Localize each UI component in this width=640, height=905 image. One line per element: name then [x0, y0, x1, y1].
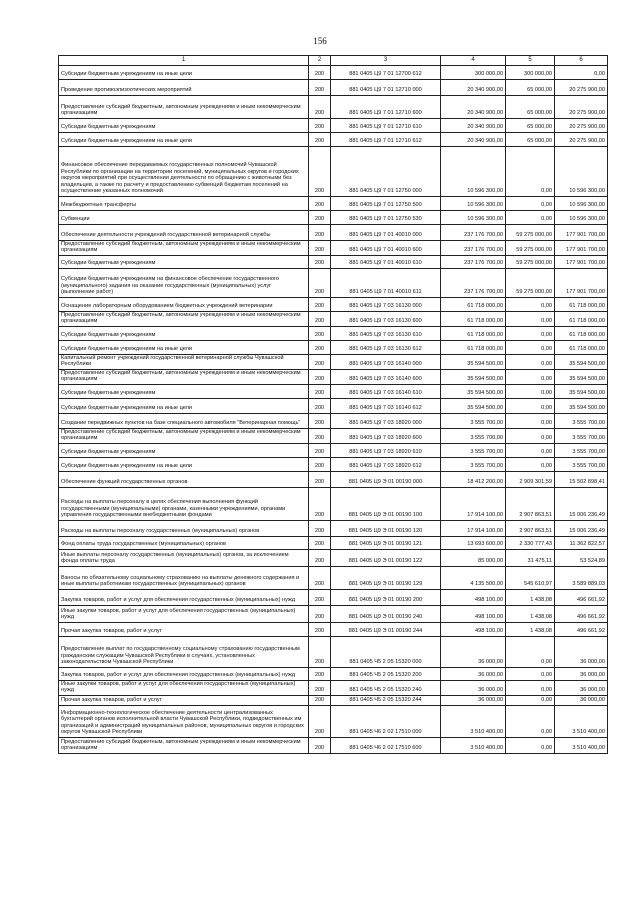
row-budget-code: 881 0405 Ц9 7 01 12750 000 — [331, 147, 441, 197]
row-budget-code: 881 0405 Ц9 7 03 16130 612 — [331, 341, 441, 355]
row-approved-amount: 17 914 100,00 — [441, 488, 506, 521]
row-executed-amount: 0,00 — [506, 197, 555, 211]
row-name: Субсидии бюджетным учреждениям — [59, 385, 309, 399]
row-executed-amount: 545 610,97 — [506, 567, 555, 590]
row-line-code: 200 — [309, 312, 331, 327]
row-line-code: 200 — [309, 623, 331, 637]
row-line-code: 200 — [309, 738, 331, 754]
table-row — [59, 119, 608, 133]
row-unexecuted-amount: 3 589 889,03 — [555, 567, 608, 590]
budget-execution-table — [58, 55, 608, 754]
table-row — [59, 414, 608, 429]
table-row — [59, 444, 608, 458]
row-name: Субсидии бюджетным учреждениям — [59, 444, 309, 458]
row-line-code: 200 — [309, 197, 331, 211]
table-row — [59, 488, 608, 521]
row-approved-amount: 35 594 500,00 — [441, 385, 506, 399]
header-col-6: 6 — [555, 56, 608, 66]
page-number: 156 — [313, 36, 327, 46]
row-unexecuted-amount: 35 594 500,00 — [555, 370, 608, 385]
row-executed-amount: 0,00 — [506, 414, 555, 429]
row-approved-amount: 4 135 500,00 — [441, 567, 506, 590]
row-unexecuted-amount: 0,00 — [555, 66, 608, 80]
row-approved-amount: 3 555 700,00 — [441, 444, 506, 458]
row-unexecuted-amount: 496 661,92 — [555, 590, 608, 606]
row-line-code: 200 — [309, 241, 331, 256]
row-executed-amount: 0,00 — [506, 696, 555, 706]
row-executed-amount: 2 909 301,59 — [506, 472, 555, 488]
header-col-5: 5 — [506, 56, 555, 66]
row-budget-code: 881 0405 Ц9 7 01 40010 600 — [331, 241, 441, 256]
row-unexecuted-amount: 3 555 700,00 — [555, 429, 608, 444]
table-row — [59, 96, 608, 119]
row-executed-amount: 65 000,00 — [506, 96, 555, 119]
row-line-code: 200 — [309, 80, 331, 96]
row-line-code: 200 — [309, 590, 331, 606]
row-budget-code: 881 0405 Ц9 Э 01 00190 240 — [331, 606, 441, 623]
table-body — [59, 66, 608, 754]
table-row — [59, 211, 608, 225]
row-executed-amount: 59 275 000,00 — [506, 256, 555, 269]
row-unexecuted-amount: 36 000,00 — [555, 637, 608, 668]
row-budget-code: 881 0405 Ч5 2 05 15320 000 — [331, 637, 441, 668]
row-line-code: 200 — [309, 327, 331, 341]
row-name: Предоставление субсидий бюджетным, автономным учреждениям и иным некоммерческим организациям — [59, 96, 309, 119]
row-name: Предоставление субсидий бюджетным, автономным учреждениям и иным некоммерческим организациям — [59, 241, 309, 256]
row-unexecuted-amount: 496 661,92 — [555, 623, 608, 637]
row-budget-code: 881 0405 Ц9 Э 01 00190 000 — [331, 472, 441, 488]
table-row — [59, 458, 608, 472]
table-row — [59, 696, 608, 706]
row-line-code: 200 — [309, 706, 331, 738]
row-name: Предоставление субсидий бюджетным, автономным учреждениям и иным некоммерческим организациям — [59, 370, 309, 385]
row-line-code: 200 — [309, 225, 331, 241]
row-budget-code: 881 0405 Ц9 7 01 40010 000 — [331, 225, 441, 241]
row-approved-amount: 300 000,00 — [441, 66, 506, 80]
row-unexecuted-amount: 20 275 900,00 — [555, 133, 608, 147]
row-executed-amount: 65 000,00 — [506, 80, 555, 96]
row-unexecuted-amount: 10 596 300,00 — [555, 211, 608, 225]
row-unexecuted-amount: 35 594 500,00 — [555, 355, 608, 370]
row-executed-amount: 0,00 — [506, 298, 555, 312]
row-name: Субсидии бюджетным учреждениям на иные цели — [59, 399, 309, 414]
header-col-3: 3 — [331, 56, 441, 66]
row-line-code: 200 — [309, 119, 331, 133]
row-budget-code: 881 0405 Ц9 7 01 12710 600 — [331, 96, 441, 119]
row-name: Иные закупки товаров, работ и услуг для обеспечения государственных (муниципальных) нужд — [59, 681, 309, 696]
row-executed-amount: 0,00 — [506, 399, 555, 414]
row-name: Субсидии бюджетным учреждениям на иные цели — [59, 66, 309, 80]
table-row — [59, 550, 608, 567]
header-col-1: 1 — [59, 56, 309, 66]
row-approved-amount: 3 510 400,00 — [441, 706, 506, 738]
row-approved-amount: 36 000,00 — [441, 637, 506, 668]
row-line-code: 200 — [309, 458, 331, 472]
table-row — [59, 399, 608, 414]
row-executed-amount: 0,00 — [506, 444, 555, 458]
row-line-code: 200 — [309, 521, 331, 537]
row-name: Межбюджетные трансферты — [59, 197, 309, 211]
row-approved-amount: 237 176 700,00 — [441, 225, 506, 241]
row-unexecuted-amount: 3 555 700,00 — [555, 444, 608, 458]
row-line-code: 200 — [309, 472, 331, 488]
row-unexecuted-amount: 61 718 000,00 — [555, 312, 608, 327]
row-budget-code: 881 0405 Ч5 2 05 15320 240 — [331, 681, 441, 696]
row-name: Прочая закупка товаров, работ и услуг — [59, 696, 309, 706]
row-line-code: 200 — [309, 567, 331, 590]
table-row — [59, 147, 608, 197]
table-row — [59, 537, 608, 550]
table-row — [59, 341, 608, 355]
row-unexecuted-amount: 177 901 700,00 — [555, 256, 608, 269]
table-row — [59, 241, 608, 256]
table-header-row — [59, 56, 608, 66]
row-approved-amount: 35 594 500,00 — [441, 355, 506, 370]
row-executed-amount: 59 275 000,00 — [506, 241, 555, 256]
row-approved-amount: 498 100,00 — [441, 590, 506, 606]
row-unexecuted-amount: 35 594 500,00 — [555, 399, 608, 414]
table-row — [59, 312, 608, 327]
row-line-code: 200 — [309, 147, 331, 197]
row-approved-amount: 35 594 500,00 — [441, 399, 506, 414]
row-executed-amount: 0,00 — [506, 681, 555, 696]
row-line-code: 200 — [309, 269, 331, 298]
row-name: Закупка товаров, работ и услуг для обеспечения государственных (муниципальных) нужд — [59, 668, 309, 681]
row-name: Оснащение лабораторным оборудованием бюджетных учреждений ветеринарии — [59, 298, 309, 312]
row-approved-amount: 85 000,00 — [441, 550, 506, 567]
row-budget-code: 881 0405 Ч5 2 05 15320 200 — [331, 668, 441, 681]
row-budget-code: 881 0405 Ц9 7 01 12750 500 — [331, 197, 441, 211]
table-row — [59, 623, 608, 637]
row-budget-code: 881 0405 Ц9 7 01 12750 530 — [331, 211, 441, 225]
row-name: Взносы по обязательному социальному страхованию на выплаты денежного содержания и иные выплаты работникам государственных (муниципальных) органов — [59, 567, 309, 590]
row-executed-amount: 0,00 — [506, 706, 555, 738]
row-executed-amount: 1 438,08 — [506, 606, 555, 623]
row-line-code: 200 — [309, 488, 331, 521]
row-executed-amount: 2 330 777,43 — [506, 537, 555, 550]
row-name: Проведение противоэпизоотических мероприятий — [59, 80, 309, 96]
row-name: Субвенции — [59, 211, 309, 225]
row-name: Закупка товаров, работ и услуг для обеспечения государственных (муниципальных) нужд — [59, 590, 309, 606]
row-executed-amount: 300 000,00 — [506, 66, 555, 80]
row-approved-amount: 10 596 300,00 — [441, 197, 506, 211]
table-row — [59, 706, 608, 738]
table-row — [59, 225, 608, 241]
row-line-code: 200 — [309, 355, 331, 370]
table-row — [59, 80, 608, 96]
row-budget-code: 881 0405 Ц9 7 01 12710 000 — [331, 80, 441, 96]
row-budget-code: 881 0405 Ц9 Э 01 00190 121 — [331, 537, 441, 550]
row-unexecuted-amount: 20 275 900,00 — [555, 80, 608, 96]
row-unexecuted-amount: 10 596 300,00 — [555, 197, 608, 211]
row-unexecuted-amount: 177 901 700,00 — [555, 269, 608, 298]
row-budget-code: 881 0405 Ц9 7 03 16140 612 — [331, 399, 441, 414]
row-name: Расходы на выплаты персоналу государственных (муниципальных) органов — [59, 521, 309, 537]
header-col-4: 4 — [441, 56, 506, 66]
row-budget-code: 881 0405 Ц9 Э 01 00190 129 — [331, 567, 441, 590]
row-executed-amount: 2 907 863,51 — [506, 488, 555, 521]
row-line-code: 200 — [309, 637, 331, 668]
row-approved-amount: 35 594 500,00 — [441, 370, 506, 385]
row-name: Предоставление выплат по государственному социальному страхованию государственным гражданским служащим Чувашской Республики в случаях, установленных законодательством Чувашской Республики — [59, 637, 309, 668]
row-executed-amount: 0,00 — [506, 355, 555, 370]
row-executed-amount: 65 000,00 — [506, 119, 555, 133]
row-unexecuted-amount: 36 000,00 — [555, 668, 608, 681]
row-executed-amount: 1 438,08 — [506, 590, 555, 606]
row-budget-code: 881 0405 Ч5 2 05 15320 244 — [331, 696, 441, 706]
row-approved-amount: 3 555 700,00 — [441, 458, 506, 472]
row-approved-amount: 20 340 900,00 — [441, 133, 506, 147]
row-line-code: 200 — [309, 606, 331, 623]
row-name: Субсидии бюджетным учреждениям — [59, 256, 309, 269]
row-budget-code: 881 0405 Ч6 2 02 17510 600 — [331, 738, 441, 754]
row-unexecuted-amount: 177 901 700,00 — [555, 225, 608, 241]
row-name: Субсидии бюджетным учреждениям на финансовое обеспечение государственного (муниципального) задания на оказание государственных (муниципальных) услуг (выполнение работ) — [59, 269, 309, 298]
row-line-code: 200 — [309, 668, 331, 681]
row-executed-amount: 0,00 — [506, 147, 555, 197]
row-unexecuted-amount: 3 510 400,00 — [555, 738, 608, 754]
row-approved-amount: 10 596 300,00 — [441, 147, 506, 197]
row-approved-amount: 36 000,00 — [441, 668, 506, 681]
row-name: Иные выплаты персоналу государственных (муниципальных) органов, за исключением фонда оплаты труда — [59, 550, 309, 567]
row-name: Иные закупки товаров, работ и услуг для обеспечения государственных (муниципальных) нужд — [59, 606, 309, 623]
row-budget-code: 881 0405 Ц9 7 03 16130 610 — [331, 327, 441, 341]
row-unexecuted-amount: 3 555 700,00 — [555, 458, 608, 472]
table-row — [59, 472, 608, 488]
table-row — [59, 606, 608, 623]
table-row — [59, 370, 608, 385]
row-approved-amount: 18 412 200,00 — [441, 472, 506, 488]
row-executed-amount: 0,00 — [506, 637, 555, 668]
row-approved-amount: 13 693 600,00 — [441, 537, 506, 550]
row-name: Субсидии бюджетным учреждениям на иные цели — [59, 341, 309, 355]
row-approved-amount: 237 176 700,00 — [441, 256, 506, 269]
row-budget-code: 881 0405 Ц9 7 03 18920 600 — [331, 429, 441, 444]
row-executed-amount: 1 438,08 — [506, 623, 555, 637]
row-executed-amount: 0,00 — [506, 341, 555, 355]
row-name: Предоставление субсидий бюджетным, автономным учреждениям и иным некоммерческим организациям — [59, 312, 309, 327]
row-budget-code: 881 0405 Ц9 Э 01 00190 244 — [331, 623, 441, 637]
row-budget-code: 881 0405 Ц9 7 01 12700 612 — [331, 66, 441, 80]
row-executed-amount: 65 000,00 — [506, 133, 555, 147]
table-row — [59, 355, 608, 370]
row-executed-amount: 0,00 — [506, 738, 555, 754]
row-executed-amount: 2 907 863,51 — [506, 521, 555, 537]
row-line-code: 200 — [309, 444, 331, 458]
row-approved-amount: 20 340 900,00 — [441, 80, 506, 96]
row-unexecuted-amount: 15 006 236,49 — [555, 521, 608, 537]
row-unexecuted-amount: 20 275 900,00 — [555, 119, 608, 133]
row-unexecuted-amount: 35 594 500,00 — [555, 385, 608, 399]
row-approved-amount: 17 914 100,00 — [441, 521, 506, 537]
row-line-code: 200 — [309, 550, 331, 567]
table-row — [59, 256, 608, 269]
row-name: Обеспечение деятельности учреждений государственной ветеринарной службы — [59, 225, 309, 241]
row-line-code: 200 — [309, 681, 331, 696]
row-budget-code: 881 0405 Ц9 7 03 16140 610 — [331, 385, 441, 399]
row-approved-amount: 3 555 700,00 — [441, 414, 506, 429]
row-name: Субсидии бюджетным учреждениям на иные цели — [59, 458, 309, 472]
row-line-code: 200 — [309, 341, 331, 355]
row-line-code: 200 — [309, 96, 331, 119]
row-approved-amount: 36 000,00 — [441, 681, 506, 696]
row-budget-code: 881 0405 Ч6 2 02 17510 000 — [331, 706, 441, 738]
row-approved-amount: 20 340 900,00 — [441, 119, 506, 133]
row-unexecuted-amount: 3 510 400,00 — [555, 706, 608, 738]
row-unexecuted-amount: 3 555 700,00 — [555, 414, 608, 429]
header-col-2: 2 — [309, 56, 331, 66]
row-executed-amount: 0,00 — [506, 429, 555, 444]
row-budget-code: 881 0405 Ц9 7 01 12710 610 — [331, 119, 441, 133]
table-row — [59, 298, 608, 312]
row-name: Субсидии бюджетным учреждениям — [59, 119, 309, 133]
row-executed-amount: 0,00 — [506, 211, 555, 225]
row-executed-amount: 0,00 — [506, 312, 555, 327]
row-unexecuted-amount: 177 901 700,00 — [555, 241, 608, 256]
row-name: Капитальный ремонт учреждений государственной ветеринарной службы Чувашской Республики — [59, 355, 309, 370]
table-row — [59, 521, 608, 537]
table-row — [59, 590, 608, 606]
table-row — [59, 668, 608, 681]
row-approved-amount: 61 718 000,00 — [441, 298, 506, 312]
row-approved-amount: 61 718 000,00 — [441, 341, 506, 355]
row-executed-amount: 0,00 — [506, 458, 555, 472]
row-unexecuted-amount: 15 502 898,41 — [555, 472, 608, 488]
row-budget-code: 881 0405 Ц9 Э 01 00190 100 — [331, 488, 441, 521]
row-budget-code: 881 0405 Ц9 Э 01 00190 200 — [331, 590, 441, 606]
row-executed-amount: 59 275 000,00 — [506, 269, 555, 298]
row-name: Расходы на выплаты персоналу в целях обеспечения выполнения функций государственными (муниципальными) органами, казенными учреждениями, органами управления государственными внебюджетными фондами — [59, 488, 309, 521]
row-line-code: 200 — [309, 133, 331, 147]
row-approved-amount: 61 718 000,00 — [441, 312, 506, 327]
row-approved-amount: 36 000,00 — [441, 696, 506, 706]
row-executed-amount: 0,00 — [506, 370, 555, 385]
row-budget-code: 881 0405 Ц9 7 01 40010 610 — [331, 256, 441, 269]
row-name: Предоставление субсидий бюджетным, автономным учреждениям и иным некоммерческим организациям — [59, 738, 309, 754]
row-line-code: 200 — [309, 66, 331, 80]
row-budget-code: 881 0405 Ц9 7 03 16140 600 — [331, 370, 441, 385]
row-approved-amount: 237 176 700,00 — [441, 269, 506, 298]
row-name: Создание передвижных пунктов на базе специального автомобиля "Ветеринарная помощь" — [59, 414, 309, 429]
row-line-code: 200 — [309, 399, 331, 414]
table-row — [59, 66, 608, 80]
row-line-code: 200 — [309, 370, 331, 385]
table-row — [59, 567, 608, 590]
table-row — [59, 681, 608, 696]
row-approved-amount: 3 510 400,00 — [441, 738, 506, 754]
row-name: Обеспечение функций государственных органов — [59, 472, 309, 488]
table-row — [59, 385, 608, 399]
row-unexecuted-amount: 61 718 000,00 — [555, 327, 608, 341]
row-name: Финансовое обеспечение передаваемых государственных полномочий Чувашской Республики по организации на территории поселений, муниципальных округов и городских округов мероприятий при осуществлении деятельности по обращению с животными без владельцев, а также по расчету и предоставлению субвенций бюджетам поселений на осуществление указанных полномочий — [59, 147, 309, 197]
row-unexecuted-amount: 496 661,92 — [555, 606, 608, 623]
row-approved-amount: 3 555 700,00 — [441, 429, 506, 444]
row-unexecuted-amount: 53 524,89 — [555, 550, 608, 567]
row-approved-amount: 10 596 300,00 — [441, 211, 506, 225]
row-budget-code: 881 0405 Ц9 7 03 18920 612 — [331, 458, 441, 472]
row-name: Субсидии бюджетным учреждениям на иные цели — [59, 133, 309, 147]
row-unexecuted-amount: 61 718 000,00 — [555, 341, 608, 355]
row-name: Предоставление субсидий бюджетным, автономным учреждениям и иным некоммерческим организациям — [59, 429, 309, 444]
row-budget-code: 881 0405 Ц9 7 01 12710 612 — [331, 133, 441, 147]
row-line-code: 200 — [309, 537, 331, 550]
row-line-code: 200 — [309, 256, 331, 269]
row-unexecuted-amount: 20 275 900,00 — [555, 96, 608, 119]
row-approved-amount: 498 100,00 — [441, 606, 506, 623]
row-budget-code: 881 0405 Ц9 7 03 16130 000 — [331, 298, 441, 312]
table-row — [59, 637, 608, 668]
row-executed-amount: 31 475,11 — [506, 550, 555, 567]
row-budget-code: 881 0405 Ц9 Э 01 00190 122 — [331, 550, 441, 567]
row-unexecuted-amount: 61 718 000,00 — [555, 298, 608, 312]
row-budget-code: 881 0405 Ц9 7 03 16140 000 — [331, 355, 441, 370]
row-approved-amount: 20 340 900,00 — [441, 96, 506, 119]
row-budget-code: 881 0405 Ц9 7 03 18920 000 — [331, 414, 441, 429]
row-name: Информационно-технологическое обеспечение деятельности централизованных бухгалтерий органов исполнительной власти Чувашской Республики, подведомственных им организаций и администраций муниципальных районов, муниципальных округов и городских округов Чувашской Республики — [59, 706, 309, 738]
row-line-code: 200 — [309, 696, 331, 706]
row-approved-amount: 61 718 000,00 — [441, 327, 506, 341]
table-row — [59, 197, 608, 211]
table-row — [59, 269, 608, 298]
row-name: Субсидии бюджетным учреждениям — [59, 327, 309, 341]
table-row — [59, 133, 608, 147]
row-unexecuted-amount: 36 000,00 — [555, 696, 608, 706]
row-executed-amount: 0,00 — [506, 385, 555, 399]
row-line-code: 200 — [309, 298, 331, 312]
row-executed-amount: 59 275 000,00 — [506, 225, 555, 241]
row-line-code: 200 — [309, 429, 331, 444]
row-name: Фонд оплаты труда государственных (муниципальных) органов — [59, 537, 309, 550]
row-budget-code: 881 0405 Ц9 7 01 40010 611 — [331, 269, 441, 298]
row-budget-code: 881 0405 Ц9 7 03 16130 600 — [331, 312, 441, 327]
row-unexecuted-amount: 11 362 822,57 — [555, 537, 608, 550]
table-row — [59, 327, 608, 341]
row-executed-amount: 0,00 — [506, 327, 555, 341]
row-executed-amount: 0,00 — [506, 668, 555, 681]
row-name: Прочая закупка товаров, работ и услуг — [59, 623, 309, 637]
row-approved-amount: 237 176 700,00 — [441, 241, 506, 256]
table-row — [59, 429, 608, 444]
row-unexecuted-amount: 10 596 300,00 — [555, 147, 608, 197]
row-unexecuted-amount: 36 000,00 — [555, 681, 608, 696]
table-row — [59, 738, 608, 754]
row-line-code: 200 — [309, 211, 331, 225]
row-unexecuted-amount: 15 006 236,49 — [555, 488, 608, 521]
row-budget-code: 881 0405 Ц9 7 03 18920 610 — [331, 444, 441, 458]
row-line-code: 200 — [309, 414, 331, 429]
row-line-code: 200 — [309, 385, 331, 399]
row-budget-code: 881 0405 Ц9 Э 01 00190 120 — [331, 521, 441, 537]
row-approved-amount: 498 100,00 — [441, 623, 506, 637]
